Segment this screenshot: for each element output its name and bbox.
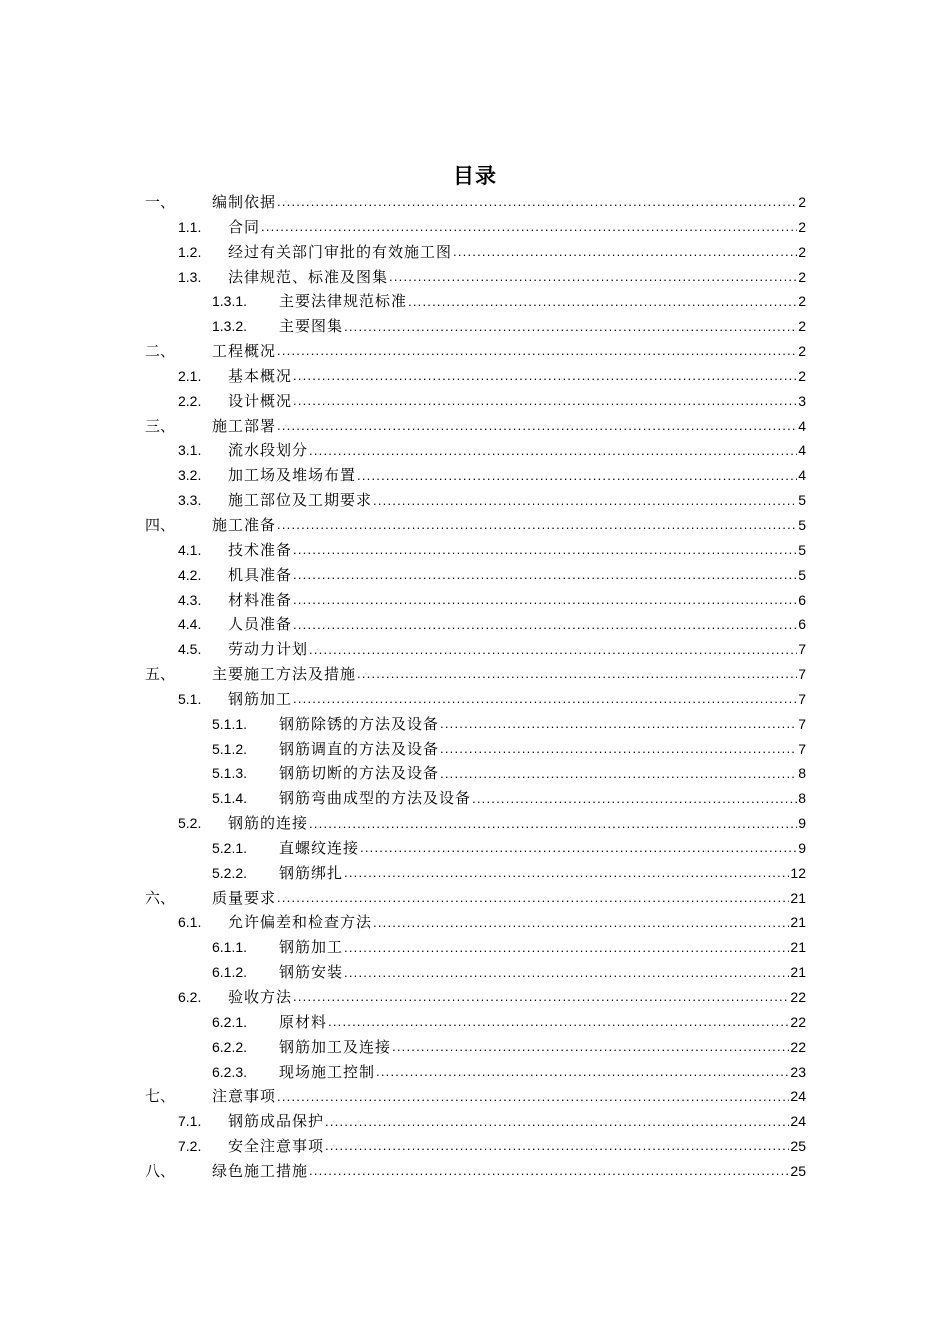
dot-leader: [325, 1134, 789, 1158]
dot-leader: [277, 1085, 789, 1109]
dot-leader: [357, 662, 797, 686]
toc-entry-page: 6: [798, 591, 806, 608]
toc-entry-label: 施工部署: [212, 416, 277, 435]
toc-entry-number: 5.1.3.: [212, 765, 248, 782]
toc-entry-page: 22: [790, 1013, 806, 1030]
toc-entry[interactable]: [145, 215, 806, 240]
table-of-contents: [145, 190, 806, 1184]
toc-entry[interactable]: [145, 265, 806, 290]
toc-entry-page: 7: [798, 740, 806, 757]
toc-entry-number: 1.3.: [178, 268, 202, 285]
toc-entry-page: 24: [790, 1088, 806, 1105]
toc-entry-number: 6.2.2.: [212, 1038, 248, 1055]
toc-entry-number: 2.1.: [178, 367, 202, 384]
dot-leader: [357, 464, 797, 488]
toc-entry[interactable]: [145, 414, 806, 439]
toc-entry-number: 5.1.2.: [212, 740, 248, 757]
toc-entry-number: 3.3.: [178, 492, 202, 509]
toc-entry-label: 编制依据: [212, 193, 277, 211]
toc-entry-page: 5: [798, 541, 806, 558]
dot-leader: [293, 613, 797, 637]
toc-entry[interactable]: [145, 861, 806, 886]
toc-entry[interactable]: [145, 1109, 806, 1134]
toc-entry-number: 八、: [145, 1161, 176, 1180]
toc-entry[interactable]: [145, 712, 806, 737]
toc-entry[interactable]: [145, 289, 806, 314]
toc-entry-label: 劳动力计划: [228, 640, 309, 659]
toc-entry-label: 基本概况: [228, 366, 293, 385]
toc-entry-number: 4.2.: [178, 566, 202, 583]
toc-entry-number: 2.2.: [178, 392, 202, 409]
toc-entry[interactable]: [145, 240, 806, 265]
toc-entry-page: 2: [798, 268, 806, 285]
toc-entry-label: 施工准备: [212, 515, 277, 534]
dot-leader: [344, 961, 789, 985]
dot-leader: [293, 687, 797, 711]
toc-entry-page: 25: [790, 1162, 806, 1179]
toc-entry[interactable]: [145, 563, 806, 588]
toc-entry[interactable]: [145, 339, 806, 364]
toc-entry-page: 9: [798, 839, 806, 856]
dot-leader: [293, 588, 797, 612]
dot-leader: [440, 712, 797, 736]
toc-entry[interactable]: [145, 836, 806, 861]
dot-leader: [389, 265, 797, 289]
toc-entry[interactable]: [145, 190, 806, 215]
toc-entry-number: 1.3.1.: [212, 293, 248, 310]
toc-entry-page: 2: [798, 194, 806, 210]
dot-leader: [277, 414, 797, 438]
dot-leader: [328, 1010, 789, 1034]
toc-entry[interactable]: [145, 1035, 806, 1060]
toc-entry-number: 4.3.: [178, 591, 202, 608]
toc-entry[interactable]: [145, 1084, 806, 1109]
dot-leader: [376, 1060, 789, 1084]
toc-entry-label: 验收方法: [228, 988, 293, 1006]
toc-entry-page: 4: [798, 417, 806, 434]
toc-entry-label: 钢筋安装: [279, 963, 344, 982]
toc-entry-page: 21: [790, 964, 806, 981]
toc-entry-label: 钢筋成品保护: [228, 1112, 325, 1131]
dot-leader: [261, 215, 797, 239]
toc-entry-page: 23: [790, 1063, 806, 1080]
toc-entry[interactable]: [145, 786, 806, 811]
toc-entry-page: 25: [790, 1138, 806, 1155]
toc-entry-label: 主要图集: [279, 317, 344, 336]
dot-leader: [344, 861, 789, 885]
toc-entry-page: 2: [798, 367, 806, 384]
dot-leader: [309, 638, 797, 662]
dot-leader: [440, 737, 797, 761]
toc-entry-label: 绿色施工措施: [212, 1161, 309, 1180]
toc-entry[interactable]: [145, 886, 806, 911]
toc-entry-label: 工程概况: [212, 342, 277, 361]
toc-entry-label: 加工场及堆场布置: [228, 466, 357, 485]
dot-leader: [344, 936, 789, 960]
toc-entry-number: 七、: [145, 1087, 176, 1106]
toc-entry-page: 4: [798, 442, 806, 459]
dot-leader: [408, 290, 797, 314]
toc-entry[interactable]: [145, 1060, 806, 1085]
toc-entry-page: 6: [798, 616, 806, 633]
toc-entry-number: 5.1.4.: [212, 790, 248, 807]
toc-entry-label: 钢筋的连接: [228, 814, 309, 833]
toc-entry-page: 5: [798, 492, 806, 509]
toc-entry-page: 21: [790, 939, 806, 956]
toc-entry-number: 1.2.: [178, 243, 202, 260]
toc-entry[interactable]: [145, 935, 806, 960]
toc-entry-page: 7: [798, 641, 806, 658]
dot-leader: [293, 538, 797, 562]
toc-entry-number: 6.1.2.: [212, 964, 248, 981]
dot-leader: [293, 364, 797, 388]
toc-entry-label: 质量要求: [212, 888, 277, 907]
toc-title: 目录: [453, 164, 497, 188]
toc-entry-page: 5: [798, 566, 806, 583]
toc-entry-page: 12: [790, 864, 806, 881]
toc-entry-page: 24: [790, 1113, 806, 1130]
toc-entry[interactable]: [145, 314, 806, 339]
toc-entry-number: 六、: [145, 888, 176, 907]
dot-leader: [293, 389, 797, 413]
dot-leader: [392, 1035, 789, 1059]
toc-entry-number: 5.2.2.: [212, 864, 248, 881]
toc-entry-label: 法律规范、标准及图集: [228, 267, 389, 286]
toc-entry-label: 注意事项: [212, 1087, 277, 1106]
toc-entry[interactable]: [145, 1134, 806, 1159]
dot-leader: [309, 812, 797, 836]
toc-entry-page: 7: [798, 690, 806, 707]
toc-entry-label: 钢筋切断的方法及设备: [279, 764, 440, 783]
dot-leader: [277, 339, 797, 363]
toc-entry-label: 钢筋加工: [228, 689, 293, 708]
toc-entry-page: 2: [798, 318, 806, 335]
toc-entry-label: 流水段划分: [228, 441, 309, 460]
toc-entry-number: 6.1.1.: [212, 939, 248, 956]
toc-entry-page: 8: [798, 765, 806, 782]
toc-entry-number: 五、: [145, 665, 176, 684]
toc-entry-number: 二、: [145, 342, 176, 361]
toc-entry[interactable]: [145, 389, 806, 414]
toc-entry-number: 6.2.3.: [212, 1063, 248, 1080]
dot-leader: [309, 1159, 789, 1183]
toc-entry-label: 施工部位及工期要求: [228, 491, 373, 510]
toc-entry-label: 主要法律规范标准: [279, 292, 408, 311]
toc-entry-page: 21: [790, 889, 806, 906]
toc-entry-label: 设计概况: [228, 391, 293, 410]
toc-entry-number: 5.1.1.: [212, 715, 248, 732]
toc-entry-number: 6.2.: [178, 989, 202, 1005]
toc-entry-number: 4.4.: [178, 616, 202, 633]
toc-entry-label: 钢筋绑扎: [279, 863, 344, 882]
toc-entry-number: 1.3.2.: [212, 318, 248, 335]
toc-entry-label: 技术准备: [228, 540, 293, 559]
dot-leader: [453, 240, 797, 264]
toc-entry-page: 2: [798, 218, 806, 235]
toc-entry[interactable]: [145, 737, 806, 762]
toc-entry-label: 安全注意事项: [228, 1137, 325, 1156]
toc-entry-page: 2: [798, 293, 806, 310]
toc-entry-label: 机具准备: [228, 565, 293, 584]
toc-entry-label: 钢筋加工及连接: [279, 1037, 392, 1056]
dot-leader: [373, 911, 789, 935]
toc-entry-label: 钢筋调直的方法及设备: [279, 739, 440, 758]
dot-leader: [440, 762, 797, 786]
toc-entry-label: 直螺纹连接: [279, 838, 360, 857]
toc-entry-number: 3.1.: [178, 442, 202, 459]
toc-entry[interactable]: [145, 588, 806, 613]
toc-entry-label: 钢筋加工: [279, 938, 344, 957]
toc-entry-page: 4: [798, 467, 806, 484]
toc-entry-page: 21: [790, 914, 806, 931]
toc-entry-label: 主要施工方法及措施: [212, 665, 357, 684]
toc-entry-label: 允许偏差和检查方法: [228, 913, 373, 932]
toc-entry[interactable]: [145, 687, 806, 712]
dot-leader: [472, 787, 797, 811]
toc-entry-number: 5.2.1.: [212, 839, 248, 856]
toc-entry[interactable]: [145, 1159, 806, 1184]
toc-entry[interactable]: [145, 538, 806, 563]
toc-entry-page: 7: [798, 715, 806, 732]
dot-leader: [293, 563, 797, 587]
dot-leader: [309, 439, 797, 463]
dot-leader: [277, 886, 789, 910]
toc-entry[interactable]: [145, 438, 806, 463]
toc-entry-number: 1.1.: [178, 218, 202, 235]
toc-entry-page: 2: [798, 343, 806, 360]
toc-entry[interactable]: [145, 761, 806, 786]
dot-leader: [277, 513, 797, 537]
toc-entry-number: 7.1.: [178, 1113, 202, 1130]
toc-entry-label: 原材料: [279, 1012, 328, 1031]
toc-entry-label: 合同: [228, 217, 261, 236]
toc-entry-number: 5.1.: [178, 690, 202, 707]
dot-leader: [293, 985, 789, 1009]
toc-entry-number: 7.2.: [178, 1138, 202, 1155]
toc-entry-page: 5: [798, 516, 806, 533]
toc-entry-label: 人员准备: [228, 615, 293, 634]
toc-entry-number: 6.2.1.: [212, 1013, 248, 1030]
toc-entry-page: 22: [790, 989, 806, 1005]
toc-entry[interactable]: [145, 1010, 806, 1035]
dot-leader: [344, 315, 797, 339]
toc-entry[interactable]: [145, 811, 806, 836]
toc-entry-page: 9: [798, 815, 806, 832]
toc-entry-number: 3.2.: [178, 467, 202, 484]
toc-entry[interactable]: [145, 637, 806, 662]
toc-entry-label: 钢筋弯曲成型的方法及设备: [279, 789, 472, 808]
toc-entry-number: 5.2.: [178, 815, 202, 832]
toc-entry-page: 22: [790, 1038, 806, 1055]
toc-entry-page: 2: [798, 243, 806, 260]
toc-entry-number: 4.1.: [178, 541, 202, 558]
toc-entry[interactable]: [145, 612, 806, 637]
toc-entry-label: 经过有关部门审批的有效施工图: [228, 242, 453, 261]
toc-entry[interactable]: [145, 513, 806, 538]
toc-entry-number: 4.5.: [178, 641, 202, 658]
dot-leader: [325, 1110, 789, 1134]
toc-entry-label: 材料准备: [228, 590, 293, 609]
toc-entry-number: 四、: [145, 515, 176, 534]
toc-entry-label: 现场施工控制: [279, 1062, 376, 1081]
toc-entry[interactable]: [145, 463, 806, 488]
toc-entry-page: 7: [798, 666, 806, 683]
toc-entry-number: 三、: [145, 416, 176, 435]
toc-entry[interactable]: [145, 960, 806, 985]
toc-entry-label: 钢筋除锈的方法及设备: [279, 714, 440, 733]
dot-leader: [373, 489, 797, 513]
toc-entry-page: 8: [798, 790, 806, 807]
toc-entry-number: 6.1.: [178, 914, 202, 931]
toc-entry[interactable]: [145, 364, 806, 389]
dot-leader: [277, 190, 797, 214]
toc-entry-number: 一、: [145, 193, 176, 211]
toc-entry[interactable]: [145, 910, 806, 935]
toc-entry[interactable]: [145, 985, 806, 1010]
dot-leader: [360, 836, 797, 860]
toc-entry-page: 3: [798, 392, 806, 409]
toc-entry[interactable]: [145, 662, 806, 687]
toc-entry[interactable]: [145, 488, 806, 513]
